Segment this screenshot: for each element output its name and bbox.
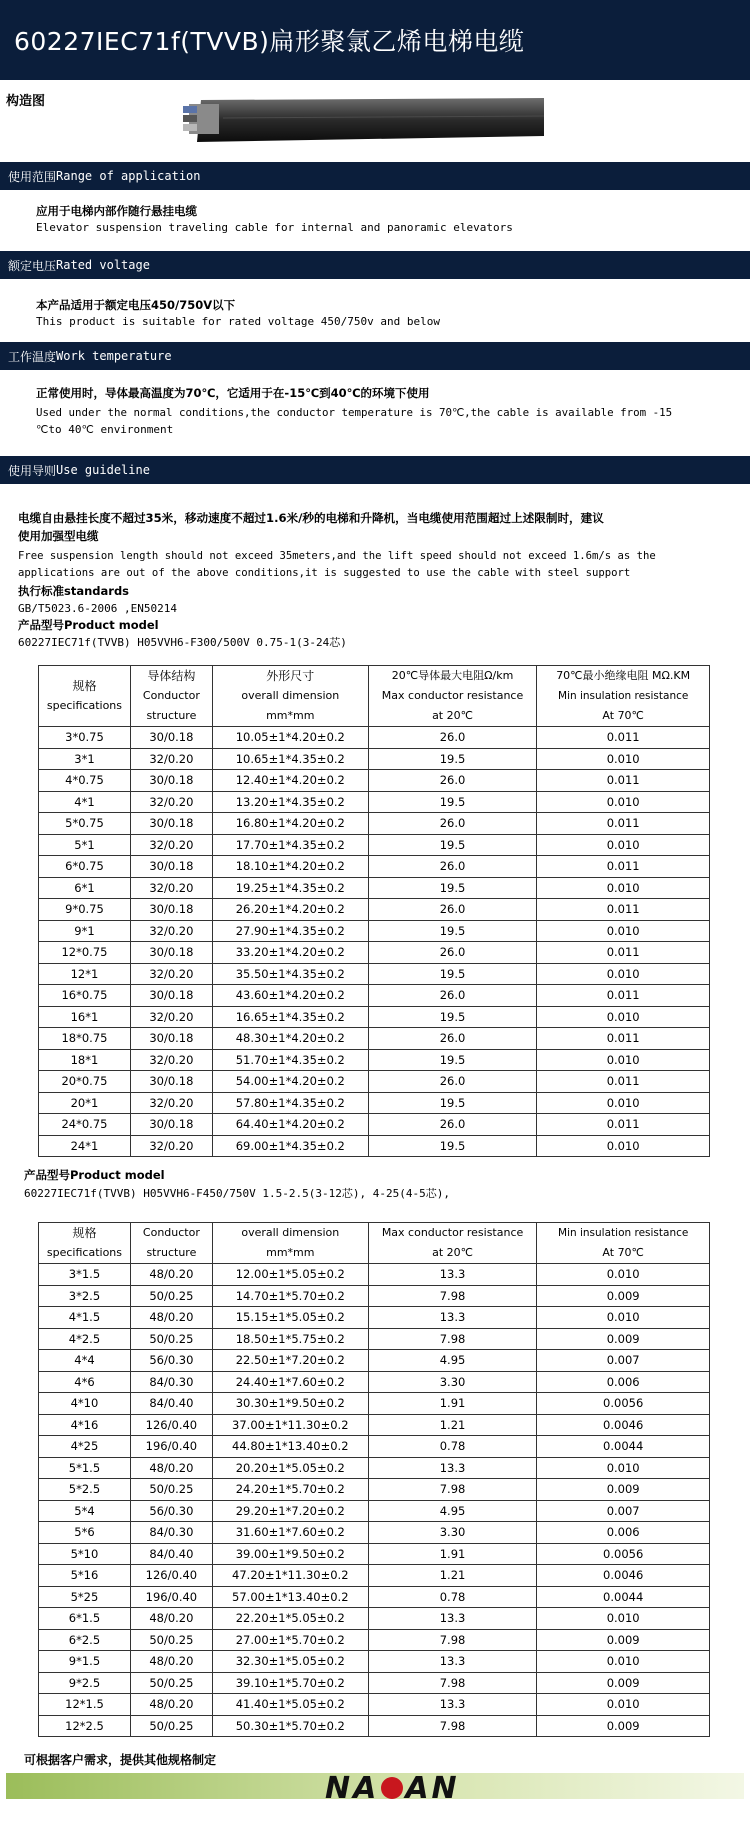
cell-insulation: 0.0046 <box>537 1414 710 1436</box>
cell-dimension: 22.50±1*7.20±0.2 <box>212 1350 368 1372</box>
cell-dimension: 14.70±1*5.70±0.2 <box>212 1285 368 1307</box>
cell-spec: 16*0.75 <box>39 985 131 1007</box>
cell-resistance: 4.95 <box>368 1350 537 1372</box>
cell-conductor: 32/0.20 <box>130 748 212 770</box>
cell-insulation: 0.011 <box>537 985 710 1007</box>
cell-dimension: 43.60±1*4.20±0.2 <box>212 985 368 1007</box>
cell-spec: 4*2.5 <box>39 1328 131 1350</box>
cell-spec: 5*4 <box>39 1500 131 1522</box>
cell-spec: 4*6 <box>39 1371 131 1393</box>
table-row <box>39 1586 710 1608</box>
application-text-zh: 应用于电梯内部作随行悬挂电缆 <box>36 204 197 218</box>
table-row <box>39 1071 710 1093</box>
table-row <box>39 1629 710 1651</box>
cell-insulation: 0.0044 <box>537 1586 710 1608</box>
table-row <box>39 1264 710 1286</box>
cell-insulation: 0.009 <box>537 1285 710 1307</box>
model-value-2: 60227IEC71f(TVVB) H05VVH6-F450/750V 1.5-2.5(3-12芯), 4-25(4-5芯), <box>24 1187 450 1200</box>
cell-conductor: 50/0.25 <box>130 1479 212 1501</box>
cell-dimension: 27.00±1*5.70±0.2 <box>212 1629 368 1651</box>
cell-spec: 9*2.5 <box>39 1672 131 1694</box>
table-row <box>39 748 710 770</box>
cell-resistance: 19.5 <box>368 834 537 856</box>
cell-resistance: 19.5 <box>368 920 537 942</box>
cell-spec: 5*2.5 <box>39 1479 131 1501</box>
cell-conductor: 48/0.20 <box>130 1264 212 1286</box>
guideline-text-zh-2: 使用加强型电缆 <box>18 529 99 543</box>
structure-label: 构造图 <box>6 94 46 109</box>
cell-spec: 3*1.5 <box>39 1264 131 1286</box>
cell-dimension: 57.00±1*13.40±0.2 <box>212 1586 368 1608</box>
table-row <box>39 942 710 964</box>
section-header-temperature: 工作温度 Work temperature <box>0 342 750 370</box>
model-label-1: 产品型号Product model <box>18 618 159 632</box>
cell-insulation: 0.009 <box>537 1328 710 1350</box>
cell-insulation: 0.0056 <box>537 1543 710 1565</box>
cell-insulation: 0.011 <box>537 899 710 921</box>
cell-insulation: 0.010 <box>537 1608 710 1630</box>
cell-conductor: 30/0.18 <box>130 1071 212 1093</box>
table-row <box>39 1715 710 1737</box>
cell-insulation: 0.010 <box>537 1264 710 1286</box>
cell-conductor: 56/0.30 <box>130 1350 212 1372</box>
section-header-voltage: 额定电压 Rated voltage <box>0 251 750 279</box>
cell-spec: 6*1.5 <box>39 1608 131 1630</box>
cell-insulation: 0.009 <box>537 1629 710 1651</box>
cell-spec: 24*0.75 <box>39 1114 131 1136</box>
cell-resistance: 1.21 <box>368 1414 537 1436</box>
cell-conductor: 32/0.20 <box>130 1006 212 1028</box>
cell-dimension: 31.60±1*7.60±0.2 <box>212 1522 368 1544</box>
table-row <box>39 1307 710 1329</box>
column-header-insulation: Min insulation resistance At 70℃ <box>537 1223 710 1264</box>
table-row <box>39 985 710 1007</box>
cell-resistance: 7.98 <box>368 1328 537 1350</box>
cell-dimension: 20.20±1*5.05±0.2 <box>212 1457 368 1479</box>
cell-spec: 9*1 <box>39 920 131 942</box>
cell-conductor: 56/0.30 <box>130 1500 212 1522</box>
cell-insulation: 0.010 <box>537 920 710 942</box>
column-header-dimension: overall dimension mm*mm <box>212 1223 368 1264</box>
cell-spec: 12*1 <box>39 963 131 985</box>
cell-spec: 4*25 <box>39 1436 131 1458</box>
cell-dimension: 22.20±1*5.05±0.2 <box>212 1608 368 1630</box>
cell-dimension: 33.20±1*4.20±0.2 <box>212 942 368 964</box>
table-row <box>39 877 710 899</box>
cell-conductor: 48/0.20 <box>130 1651 212 1673</box>
cell-dimension: 69.00±1*4.35±0.2 <box>212 1135 368 1157</box>
cell-dimension: 32.30±1*5.05±0.2 <box>212 1651 368 1673</box>
cell-spec: 5*6 <box>39 1522 131 1544</box>
cell-resistance: 13.3 <box>368 1457 537 1479</box>
table-row <box>39 1694 710 1716</box>
column-header-spec: 规格 specifications <box>39 666 131 727</box>
cell-dimension: 26.20±1*4.20±0.2 <box>212 899 368 921</box>
spec-table-2 <box>38 1222 710 1737</box>
table-row <box>39 856 710 878</box>
cell-insulation: 0.011 <box>537 770 710 792</box>
cell-resistance: 0.78 <box>368 1586 537 1608</box>
table-row <box>39 770 710 792</box>
cell-resistance: 26.0 <box>368 770 537 792</box>
cell-conductor: 126/0.40 <box>130 1565 212 1587</box>
cell-resistance: 1.91 <box>368 1393 537 1415</box>
cell-spec: 3*0.75 <box>39 727 131 749</box>
cell-spec: 4*1.5 <box>39 1307 131 1329</box>
table-row <box>39 1092 710 1114</box>
cell-resistance: 13.3 <box>368 1264 537 1286</box>
cell-spec: 4*0.75 <box>39 770 131 792</box>
cell-insulation: 0.009 <box>537 1715 710 1737</box>
cell-spec: 5*1.5 <box>39 1457 131 1479</box>
cell-spec: 4*4 <box>39 1350 131 1372</box>
cell-dimension: 12.00±1*5.05±0.2 <box>212 1264 368 1286</box>
cell-dimension: 24.40±1*7.60±0.2 <box>212 1371 368 1393</box>
cell-insulation: 0.009 <box>537 1672 710 1694</box>
cell-insulation: 0.007 <box>537 1350 710 1372</box>
standards-value: GB/T5023.6-2006 ,EN50214 <box>18 602 177 615</box>
cell-dimension: 41.40±1*5.05±0.2 <box>212 1694 368 1716</box>
cell-conductor: 32/0.20 <box>130 1135 212 1157</box>
cell-resistance: 19.5 <box>368 1135 537 1157</box>
table-row <box>39 1479 710 1501</box>
cell-resistance: 26.0 <box>368 985 537 1007</box>
cell-dimension: 10.05±1*4.20±0.2 <box>212 727 368 749</box>
table-row <box>39 1500 710 1522</box>
model-value-1: 60227IEC71f(TVVB) H05VVH6-F300/500V 0.75-1(3-24芯) <box>18 636 347 649</box>
cell-conductor: 84/0.30 <box>130 1522 212 1544</box>
cell-resistance: 26.0 <box>368 856 537 878</box>
table-row <box>39 813 710 835</box>
page-title: 60227IEC71f(TVVB)扁形聚氯乙烯电梯电缆 <box>0 0 750 80</box>
cell-spec: 3*1 <box>39 748 131 770</box>
cell-dimension: 24.20±1*5.70±0.2 <box>212 1479 368 1501</box>
cell-resistance: 19.5 <box>368 963 537 985</box>
temperature-text-en-2: ℃to 40℃ environment <box>36 423 174 436</box>
cell-conductor: 50/0.25 <box>130 1629 212 1651</box>
cell-dimension: 64.40±1*4.20±0.2 <box>212 1114 368 1136</box>
cell-resistance: 13.3 <box>368 1307 537 1329</box>
cell-spec: 16*1 <box>39 1006 131 1028</box>
cell-resistance: 4.95 <box>368 1500 537 1522</box>
cell-conductor: 32/0.20 <box>130 963 212 985</box>
cell-conductor: 84/0.40 <box>130 1393 212 1415</box>
table-row <box>39 1543 710 1565</box>
cell-spec: 24*1 <box>39 1135 131 1157</box>
cell-dimension: 47.20±1*11.30±0.2 <box>212 1565 368 1587</box>
cell-resistance: 26.0 <box>368 1028 537 1050</box>
column-header-dimension: 外形尺寸 overall dimension mm*mm <box>212 666 368 727</box>
cell-insulation: 0.010 <box>537 1135 710 1157</box>
table-row <box>39 1049 710 1071</box>
column-header-resistance: 20℃导体最大电阻Ω/km Max conductor resistance at 20℃ <box>368 666 537 727</box>
cell-dimension: 16.80±1*4.20±0.2 <box>212 813 368 835</box>
cell-conductor: 30/0.18 <box>130 1028 212 1050</box>
cell-dimension: 27.90±1*4.35±0.2 <box>212 920 368 942</box>
cell-insulation: 0.011 <box>537 856 710 878</box>
cell-resistance: 26.0 <box>368 899 537 921</box>
cell-spec: 4*10 <box>39 1393 131 1415</box>
voltage-text-zh: 本产品适用于额定电压450/750V以下 <box>36 298 236 312</box>
cell-dimension: 50.30±1*5.70±0.2 <box>212 1715 368 1737</box>
cell-insulation: 0.011 <box>537 1028 710 1050</box>
cell-conductor: 84/0.30 <box>130 1371 212 1393</box>
cell-conductor: 48/0.20 <box>130 1307 212 1329</box>
cell-conductor: 30/0.18 <box>130 770 212 792</box>
cell-insulation: 0.010 <box>537 834 710 856</box>
cell-conductor: 48/0.20 <box>130 1457 212 1479</box>
table-header-row <box>39 666 710 727</box>
cell-conductor: 32/0.20 <box>130 1092 212 1114</box>
cell-dimension: 51.70±1*4.35±0.2 <box>212 1049 368 1071</box>
section-header-guideline: 使用导则 Use guideline <box>0 456 750 484</box>
cell-conductor: 126/0.40 <box>130 1414 212 1436</box>
table-row <box>39 899 710 921</box>
cell-resistance: 13.3 <box>368 1651 537 1673</box>
table-row <box>39 1565 710 1587</box>
table-row <box>39 1135 710 1157</box>
cell-dimension: 37.00±1*11.30±0.2 <box>212 1414 368 1436</box>
cell-conductor: 84/0.40 <box>130 1543 212 1565</box>
table-header-row <box>39 1223 710 1264</box>
cell-insulation: 0.010 <box>537 1092 710 1114</box>
cell-resistance: 7.98 <box>368 1715 537 1737</box>
cell-conductor: 48/0.20 <box>130 1694 212 1716</box>
cell-insulation: 0.010 <box>537 1307 710 1329</box>
cell-spec: 9*0.75 <box>39 899 131 921</box>
table-row <box>39 1006 710 1028</box>
cell-spec: 20*1 <box>39 1092 131 1114</box>
cell-insulation: 0.006 <box>537 1522 710 1544</box>
cell-conductor: 32/0.20 <box>130 791 212 813</box>
cell-resistance: 1.91 <box>368 1543 537 1565</box>
cell-spec: 4*1 <box>39 791 131 813</box>
cell-resistance: 0.78 <box>368 1436 537 1458</box>
cell-insulation: 0.010 <box>537 1049 710 1071</box>
cell-conductor: 30/0.18 <box>130 942 212 964</box>
column-header-spec: 规格 specifications <box>39 1223 131 1264</box>
voltage-text-en: This product is suitable for rated voltage 450/750v and below <box>36 315 440 328</box>
cell-insulation: 0.011 <box>537 942 710 964</box>
temperature-text-zh: 正常使用时，导体最高温度为70℃，它适用于在-15℃到40℃的环境下使用 <box>36 386 430 400</box>
cell-conductor: 50/0.25 <box>130 1328 212 1350</box>
cell-insulation: 0.011 <box>537 1071 710 1093</box>
table-row <box>39 1393 710 1415</box>
table-row <box>39 1672 710 1694</box>
cell-insulation: 0.0056 <box>537 1393 710 1415</box>
cell-insulation: 0.007 <box>537 1500 710 1522</box>
cell-insulation: 0.010 <box>537 963 710 985</box>
cell-conductor: 48/0.20 <box>130 1608 212 1630</box>
cell-insulation: 0.010 <box>537 1694 710 1716</box>
table-row <box>39 1350 710 1372</box>
table-row <box>39 1114 710 1136</box>
cell-dimension: 30.30±1*9.50±0.2 <box>212 1393 368 1415</box>
cable-structure-image <box>183 96 544 144</box>
table-row <box>39 834 710 856</box>
table-row <box>39 1651 710 1673</box>
cell-resistance: 26.0 <box>368 727 537 749</box>
table-row <box>39 1608 710 1630</box>
cell-conductor: 50/0.25 <box>130 1715 212 1737</box>
cell-resistance: 1.21 <box>368 1565 537 1587</box>
cell-insulation: 0.011 <box>537 727 710 749</box>
cell-conductor: 50/0.25 <box>130 1285 212 1307</box>
cell-spec: 5*1 <box>39 834 131 856</box>
cell-dimension: 15.15±1*5.05±0.2 <box>212 1307 368 1329</box>
cell-resistance: 26.0 <box>368 942 537 964</box>
cell-dimension: 57.80±1*4.35±0.2 <box>212 1092 368 1114</box>
cell-dimension: 44.80±1*13.40±0.2 <box>212 1436 368 1458</box>
column-header-conductor: Conductor structure <box>130 1223 212 1264</box>
cell-conductor: 32/0.20 <box>130 920 212 942</box>
guideline-text-en-1: Free suspension length should not exceed 35meters,and the lift speed should not exceed 1.6m/s as the <box>18 550 656 562</box>
cell-spec: 18*0.75 <box>39 1028 131 1050</box>
spec-table-1 <box>38 665 710 1157</box>
cell-conductor: 30/0.18 <box>130 856 212 878</box>
guideline-text-en-2: applications are out of the above conditions,it is suggested to use the cable with steel support <box>18 567 631 579</box>
cell-insulation: 0.006 <box>537 1371 710 1393</box>
cell-conductor: 50/0.25 <box>130 1672 212 1694</box>
cell-dimension: 29.20±1*7.20±0.2 <box>212 1500 368 1522</box>
temperature-text-en-1: Used under the normal conditions,the conductor temperature is 70℃,the cable is available from -15 <box>36 406 673 419</box>
table-row <box>39 1436 710 1458</box>
table-row <box>39 920 710 942</box>
table-row <box>39 963 710 985</box>
cell-dimension: 54.00±1*4.20±0.2 <box>212 1071 368 1093</box>
logo-emblem-icon <box>381 1777 403 1799</box>
cell-spec: 18*1 <box>39 1049 131 1071</box>
cell-insulation: 0.010 <box>537 748 710 770</box>
cell-spec: 12*0.75 <box>39 942 131 964</box>
cell-resistance: 7.98 <box>368 1285 537 1307</box>
cell-spec: 4*16 <box>39 1414 131 1436</box>
column-header-insulation: 70℃最小绝缘电阻 MΩ.KM Min insulation resistance At 70℃ <box>537 666 710 727</box>
table-row <box>39 1328 710 1350</box>
application-text-en: Elevator suspension traveling cable for internal and panoramic elevators <box>36 221 513 234</box>
cell-resistance: 13.3 <box>368 1608 537 1630</box>
cell-resistance: 19.5 <box>368 877 537 899</box>
cell-spec: 6*0.75 <box>39 856 131 878</box>
cell-resistance: 19.5 <box>368 1006 537 1028</box>
cell-conductor: 30/0.18 <box>130 813 212 835</box>
cell-dimension: 39.10±1*5.70±0.2 <box>212 1672 368 1694</box>
cell-spec: 6*2.5 <box>39 1629 131 1651</box>
cell-resistance: 19.5 <box>368 1049 537 1071</box>
cell-spec: 5*10 <box>39 1543 131 1565</box>
cell-resistance: 7.98 <box>368 1672 537 1694</box>
cell-insulation: 0.011 <box>537 813 710 835</box>
table-row <box>39 1285 710 1307</box>
cell-conductor: 30/0.18 <box>130 1114 212 1136</box>
cell-conductor: 32/0.20 <box>130 877 212 899</box>
cell-insulation: 0.010 <box>537 1651 710 1673</box>
cell-conductor: 32/0.20 <box>130 1049 212 1071</box>
column-header-conductor: 导体结构 Conductor structure <box>130 666 212 727</box>
cell-resistance: 26.0 <box>368 1071 537 1093</box>
model-label-2: 产品型号Product model <box>24 1168 165 1182</box>
cell-resistance: 19.5 <box>368 1092 537 1114</box>
cell-insulation: 0.009 <box>537 1479 710 1501</box>
cell-dimension: 13.20±1*4.35±0.2 <box>212 791 368 813</box>
cell-spec: 6*1 <box>39 877 131 899</box>
cell-resistance: 3.30 <box>368 1371 537 1393</box>
cell-conductor: 30/0.18 <box>130 727 212 749</box>
cell-conductor: 196/0.40 <box>130 1436 212 1458</box>
cell-insulation: 0.0046 <box>537 1565 710 1587</box>
cell-spec: 12*2.5 <box>39 1715 131 1737</box>
table-row <box>39 1414 710 1436</box>
cell-insulation: 0.010 <box>537 791 710 813</box>
table-row <box>39 791 710 813</box>
cell-dimension: 48.30±1*4.20±0.2 <box>212 1028 368 1050</box>
cell-spec: 3*2.5 <box>39 1285 131 1307</box>
cell-insulation: 0.010 <box>537 877 710 899</box>
column-header-resistance: Max conductor resistance at 20℃ <box>368 1223 537 1264</box>
cell-resistance: 13.3 <box>368 1694 537 1716</box>
table-row <box>39 1371 710 1393</box>
cell-dimension: 39.00±1*9.50±0.2 <box>212 1543 368 1565</box>
guideline-text-zh-1: 电缆自由悬挂长度不超过35米，移动速度不超过1.6米/秒的电梯和升降机，当电缆使用范围超过上述限制时，建议 <box>18 511 604 525</box>
footer-note: 可根据客户需求，提供其他规格制定 <box>24 1753 217 1767</box>
cell-conductor: 30/0.18 <box>130 899 212 921</box>
table-row <box>39 1522 710 1544</box>
cell-dimension: 16.65±1*4.35±0.2 <box>212 1006 368 1028</box>
cell-resistance: 7.98 <box>368 1629 537 1651</box>
cell-dimension: 10.65±1*4.35±0.2 <box>212 748 368 770</box>
section-header-application: 使用范围 Range of application <box>0 162 750 190</box>
cell-spec: 12*1.5 <box>39 1694 131 1716</box>
cell-spec: 5*25 <box>39 1586 131 1608</box>
cell-spec: 20*0.75 <box>39 1071 131 1093</box>
cell-insulation: 0.011 <box>537 1114 710 1136</box>
cell-insulation: 0.010 <box>537 1457 710 1479</box>
cell-conductor: 32/0.20 <box>130 834 212 856</box>
cell-spec: 5*0.75 <box>39 813 131 835</box>
cell-spec: 5*16 <box>39 1565 131 1587</box>
cell-resistance: 26.0 <box>368 1114 537 1136</box>
table-row <box>39 1457 710 1479</box>
cell-dimension: 18.50±1*5.75±0.2 <box>212 1328 368 1350</box>
cell-resistance: 19.5 <box>368 791 537 813</box>
cell-dimension: 19.25±1*4.35±0.2 <box>212 877 368 899</box>
cell-dimension: 18.10±1*4.20±0.2 <box>212 856 368 878</box>
cell-spec: 9*1.5 <box>39 1651 131 1673</box>
cell-resistance: 19.5 <box>368 748 537 770</box>
cell-dimension: 12.40±1*4.20±0.2 <box>212 770 368 792</box>
cell-resistance: 3.30 <box>368 1522 537 1544</box>
table-row <box>39 1028 710 1050</box>
standards-label: 执行标准standards <box>18 584 130 598</box>
cell-insulation: 0.0044 <box>537 1436 710 1458</box>
cell-conductor: 30/0.18 <box>130 985 212 1007</box>
cell-resistance: 7.98 <box>368 1479 537 1501</box>
table-row <box>39 727 710 749</box>
brand-logo: NA AN <box>325 1771 460 1806</box>
cell-insulation: 0.010 <box>537 1006 710 1028</box>
cell-conductor: 196/0.40 <box>130 1586 212 1608</box>
cell-dimension: 35.50±1*4.35±0.2 <box>212 963 368 985</box>
cell-resistance: 26.0 <box>368 813 537 835</box>
cell-dimension: 17.70±1*4.35±0.2 <box>212 834 368 856</box>
